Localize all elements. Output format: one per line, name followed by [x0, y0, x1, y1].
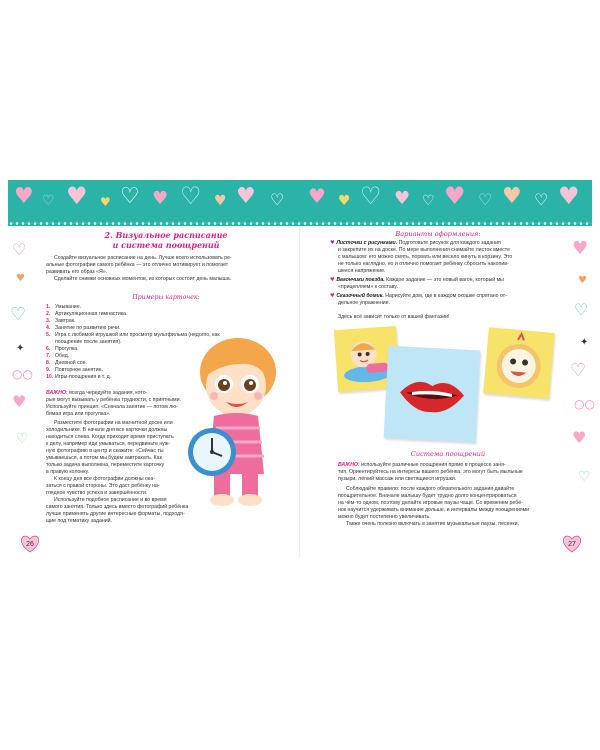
variant-text: с малышом: его можно смять, порвать или весело кинуть в корзину. Это: [338, 254, 513, 260]
heart-icon: ♡: [10, 304, 27, 325]
beads-icon: ○○: [574, 397, 595, 411]
variant-line: [330, 277, 562, 284]
bee-icon: ✦: [16, 343, 25, 354]
example-text: Обед.: [55, 353, 70, 359]
example-text: Завтрак.: [55, 318, 76, 324]
heart-icon: ♡: [180, 182, 202, 210]
sticky-note-face: [483, 327, 555, 399]
variant-text: не только наглядно, но и отлично помогает ребёнку сбросить накопив-: [338, 261, 509, 267]
lips-drawing: [384, 346, 481, 443]
example-text: Умывание.: [55, 304, 82, 310]
heart-icon: ♥: [66, 182, 88, 210]
variant-line: [330, 240, 562, 247]
heart-icon: ♥: [394, 188, 411, 209]
variants-list: [330, 240, 562, 309]
example-number: 8.: [46, 360, 51, 366]
variant-label: Вагончики поезда.: [336, 277, 385, 283]
example-number: 10.: [46, 374, 54, 380]
variant-line: [330, 268, 562, 275]
heart-icon: ♥: [308, 184, 326, 208]
girl-with-clock-illustration: [188, 298, 280, 508]
example-text: Занятие по развитию речи.: [55, 325, 121, 331]
example-text: Прогулка.: [55, 346, 79, 352]
variant-text: шееся напряжение.: [338, 268, 386, 274]
heart-icon: ♡: [16, 431, 29, 447]
example-number: 9.: [46, 367, 51, 373]
example-text: Дневной сон.: [55, 360, 87, 366]
sticky-note-lips: [384, 346, 481, 443]
heart-icon: ♥: [502, 184, 522, 209]
example-text: Игры-поощрения и т. д.: [55, 374, 112, 380]
example-text: Игра с любимой игрушкой или просмотр мультфильма (недолго, как: [55, 332, 220, 338]
heart-icon: ♡: [534, 190, 549, 209]
heart-icon: ♡: [42, 193, 55, 209]
example-number: 3.: [46, 318, 51, 324]
right-page-body: Соблюдайте правило: после каждого обязательного задания давайте поощрительное. Вначале малышу будет трудно долго концентрироваться на чём-то одном, поэтому делайте игровые паузы чаще. Со временем ребё- нок научится удерживать внимание дольше, и интервалы между поощрениями можно будет постепенно увеличивать. Также очень полезно включать в занятие музыкальные паузы, песенки.: [338, 486, 530, 527]
example-text: Повторное занятие.: [55, 367, 103, 373]
example-number: 6.: [46, 346, 51, 352]
heart-icon: ♥: [572, 428, 587, 447]
variant-text: Каждое задание — это новый вагон, который мы: [384, 277, 504, 283]
left-page-body: Разместите фотографии на магнитной доске или холодильнике. В начале дня все карточки должны находиться слева. Когда приходит время приступать к делу, например иди умываться, передвиньте нуж- ную фотографию в центр и скажите: «Сейчас ты умываешься, а потом мы будем завтракать. Как только задача выполнена, переместите карточку в правую колонку. К концу дня все фотографии должны ока- заться с правой стороны. Это даст ребёнку на- глядное чувство успеха и завершённости. Используйте подобное расписание и во время самого занятия. Только здесь вместо фотографий ребёнка лучше применять другие интересные форматы, подходя- щие под тематику заданий.: [46, 420, 189, 524]
variant-item: [330, 277, 562, 291]
variant-line: [330, 293, 562, 300]
variant-item: [330, 240, 562, 275]
variant-line: [330, 247, 562, 254]
variants-title: Варианты оформления:: [395, 230, 481, 238]
example-number: 7.: [46, 353, 51, 359]
heart-icon: ♡: [120, 184, 140, 209]
heart-icon: ♡: [578, 469, 591, 485]
heart-icon: ♡: [422, 193, 435, 209]
heart-icon: ♡: [360, 182, 382, 210]
heart-icon: ♥: [214, 193, 227, 209]
heart-bullet-icon: ♥: [330, 277, 337, 283]
variant-text: Нарисуйте дом, где в каждом окошке спрятано от-: [383, 293, 507, 299]
bee-icon: ✦: [580, 337, 589, 348]
heart-bullet-icon: ♥: [330, 240, 337, 246]
variant-text: дельное упражнение.: [338, 300, 391, 306]
heart-icon: ♥: [12, 392, 27, 411]
example-number: 5.: [46, 332, 51, 338]
heart-icon: ♥: [236, 184, 256, 209]
heart-icon: ♡: [570, 360, 587, 381]
heart-icon: ♡: [574, 300, 589, 319]
example-text: Артикуляционная гимнастика.: [55, 311, 128, 317]
variant-text: «прицепляем» к составу.: [338, 284, 398, 290]
variant-label: Сказочный домик.: [336, 293, 384, 299]
variant-line: [330, 261, 562, 268]
beads-icon: ○○: [12, 367, 33, 381]
heart-icon: ♥: [338, 193, 351, 209]
heart-icon: ♡: [270, 190, 285, 209]
page-number-right: 27: [562, 535, 582, 553]
right-page-important: ВАЖНО: используйте различные поощрения прямо в процессе заня- тия. Ориентируйтесь на интересы вашего ребёнка: это могут быть мыльные пузыри, лёгкий массаж или светящиеся игрушки.: [338, 462, 523, 482]
variant-line: [330, 254, 562, 261]
left-page-intro: Создайте визуальное расписание на день. Лучше всего использовать ре- альные фотографии самого ребёнка — это отлично мотивирует и помогает развивать его образ «Я». Сделайте снимки основных моментов, из которых состоит день малыша.: [46, 255, 232, 282]
book-spread: [8, 180, 595, 558]
smiling-face-drawing: [483, 327, 555, 399]
left-page-heading: 2. Визуальное расписание и система поощрений: [104, 230, 228, 250]
heart-icon: ♥: [100, 195, 111, 209]
variant-text: и закрепите их на доске. По мере выполнения снимайте листок вместе: [338, 247, 511, 253]
heart-icon: ♥: [558, 182, 580, 210]
example-number: 1.: [46, 304, 51, 310]
heart-icon: ♥: [14, 184, 34, 209]
heart-bullet-icon: ♥: [330, 293, 337, 299]
heart-icon: ♥: [578, 275, 587, 286]
heart-icon: ♡: [12, 240, 27, 259]
page-number-left: 26: [20, 535, 40, 553]
example-text: поощрение после занятия).: [55, 339, 122, 345]
heart-icon: ♥: [152, 188, 169, 209]
heart-icon: ♥: [444, 182, 466, 210]
book-spine: [299, 226, 301, 558]
heart-icon: ♥: [572, 238, 589, 259]
rewards-title: Система поощрений: [410, 450, 486, 458]
left-page-important: ВАЖНО: всегда чередуйте задания, кото- рые могут вызывать у ребёнка трудности, с приятными. Используйте принцип: «Сначала занятие — потом лю- бимая игра или прогулка».: [46, 390, 181, 417]
variant-text: Подготовьте рисунок для каждого задания: [397, 240, 501, 246]
example-number: 4.: [46, 325, 51, 331]
variant-line: [330, 300, 562, 307]
variant-item: [330, 293, 562, 307]
fantasy-line: Здесь всё зависит только от вашей фантазии!: [338, 314, 450, 320]
heart-icon: ♥: [16, 273, 25, 284]
heart-icon: ♡: [478, 190, 493, 209]
variant-line: [330, 284, 562, 291]
examples-title: Примеры карточек:: [132, 294, 200, 301]
variant-label: Листочки с рисунками.: [336, 240, 398, 246]
example-number: 2.: [46, 311, 51, 317]
